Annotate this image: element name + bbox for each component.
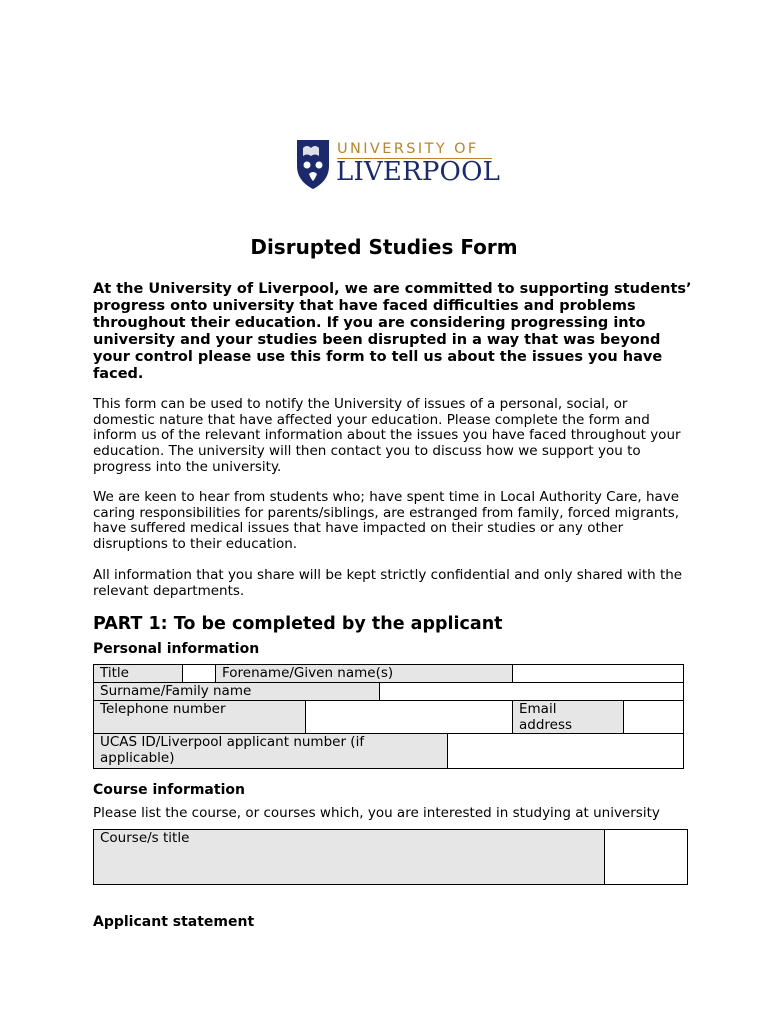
crest-icon (295, 138, 331, 190)
logo-wordmark-main: LIVERPOOL (336, 157, 501, 187)
university-logo (295, 138, 501, 190)
paragraph-purpose: This form can be used to notify the University of issues of a personal, social, or domestic nature that have affected your education. Please complete the form and inform us of the relevant information about the issues you have faced throughout your education. The university will then contact you to discuss how we support you to progress into the university. (93, 396, 681, 475)
telephone-field[interactable] (305, 700, 513, 734)
title-field[interactable] (182, 664, 216, 683)
logo-wordmark-top: UNIVERSITY OF (337, 141, 479, 157)
paragraph-eligibility: We are keen to hear from students who; have spent time in Local Authority Care, have caring responsibilities for parents/siblings, are estranged from family, forced migrants, have suffered medical issues that have impacted on their studies or any other disruptions to their education. (93, 489, 680, 553)
title-label: Title (93, 664, 183, 683)
course-title-label: Course/s title (93, 829, 605, 885)
ucas-field[interactable] (447, 733, 684, 769)
course-title-field[interactable] (604, 829, 688, 885)
forename-label: Forename/Given name(s) (215, 664, 513, 683)
forename-field[interactable] (512, 664, 684, 683)
ucas-label-text: UCAS ID/Liverpool applicant number (if applicable) (100, 734, 365, 766)
course-info-heading: Course information (93, 782, 245, 798)
surname-label: Surname/Family name (93, 682, 380, 701)
surname-field[interactable] (379, 682, 684, 701)
paragraph-confidentiality: All information that you share will be kept strictly confidential and only shared with the relevant departments. (93, 567, 683, 599)
ucas-label (93, 733, 448, 769)
intro-statement: At the University of Liverpool, we are committed to supporting students’ progress onto university that have faced difficulties and problems throughout their education. If you are considering progressing into university and your studies been disrupted in a way that was beyond your control please use this form to tell us about the issues you have faced. (93, 281, 692, 382)
course-instruction: Please list the course, or courses which, you are interested in studying at university (93, 805, 660, 821)
email-label (512, 700, 624, 734)
page-title: Disrupted Studies Form (250, 235, 518, 259)
email-field[interactable] (623, 700, 684, 734)
email-label-text: Email address (519, 701, 573, 733)
personal-info-heading: Personal information (93, 641, 260, 657)
applicant-statement-heading: Applicant statement (93, 914, 255, 930)
telephone-label: Telephone number (93, 700, 306, 734)
part1-heading: PART 1: To be completed by the applicant (93, 614, 503, 634)
